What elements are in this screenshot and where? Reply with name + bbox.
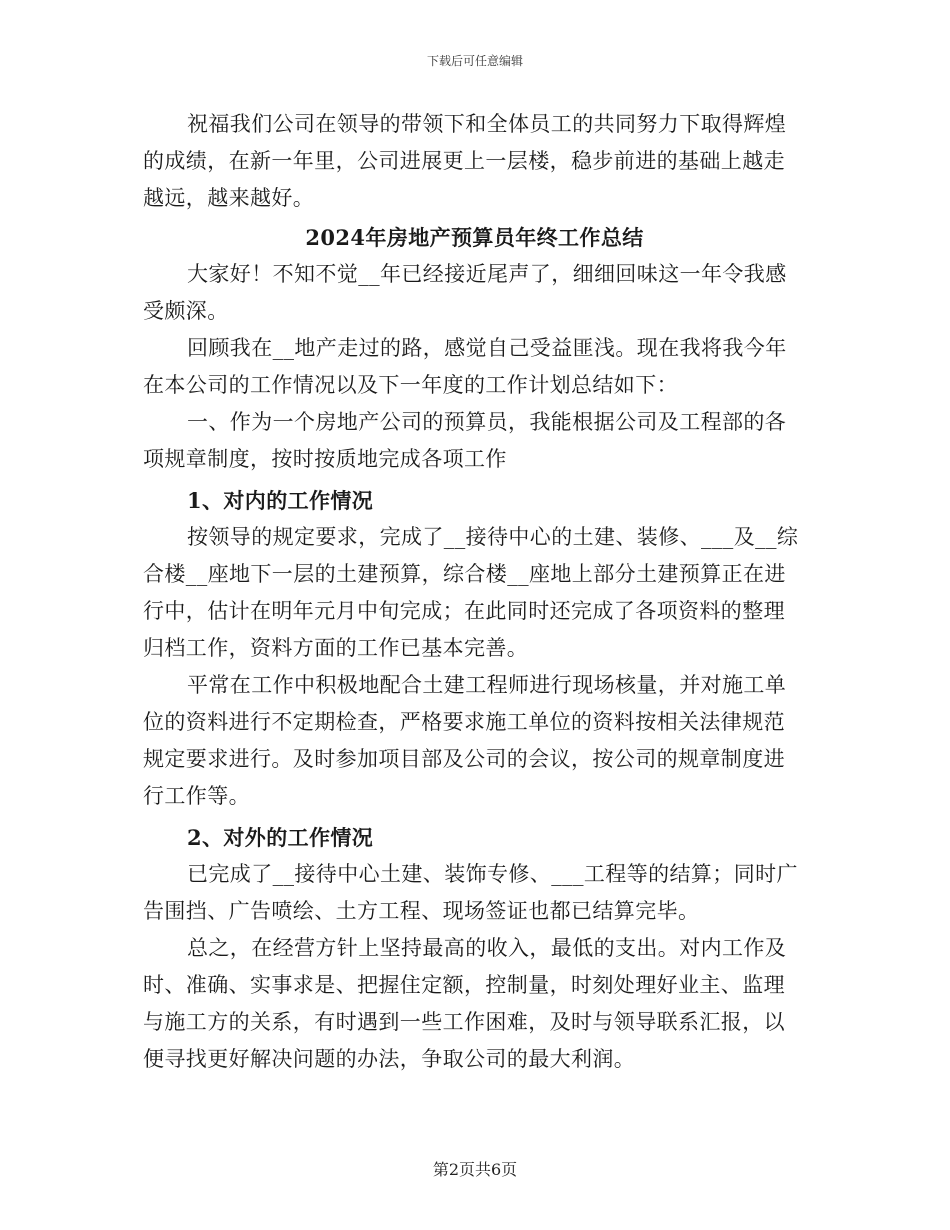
page-indicator: 第2页共6页 <box>432 1160 518 1179</box>
section2-paragraph: 总之，在经营方针上坚持最高的收入，最低的支出。对内工作及时、准确、实事求是、把握住定额，控制量，时刻处理好业主、监理与施工方的关系，有时遇到一些工作困难，及时与领导联系汇报，以便寻找更好解决问题的办法，争取公司的最大利润。 <box>143 936 787 1071</box>
document-body <box>143 106 806 1078</box>
paragraph-greeting: 大家好！不知不觉__年已经接近尾声了，细细回味这一年令我感受颇深。 <box>143 262 787 323</box>
paragraph-review: 回顾我在__地产走过的路，感觉自己受益匪浅。现在我将我今年在本公司的工作情况以及下一年度的工作计划总结如下： <box>143 336 787 397</box>
document-title: 2024年房地产预算员年终工作总结 <box>305 225 644 250</box>
section1-heading: 1、对内的工作情况 <box>187 488 374 513</box>
section2-heading: 2、对外的工作情况 <box>187 825 374 850</box>
intro-paragraph: 祝福我们公司在领导的带领下和全体员工的共同努力下取得辉煌的成绩，在新一年里，公司进展更上一层楼，稳步前进的基础上越走越远，越来越好。 <box>143 112 787 210</box>
section1-paragraph: 按领导的规定要求，完成了__接待中心的土建、装修、___及__综合楼__座地下一层的土建预算，综合楼__座地上部分土建预算正在进行中，估计在明年元月中旬完成；在此同时还完成了各项资料的整理归档工作，资料方面的工作已基本完善。 <box>143 525 799 660</box>
paragraph-role: 一、作为一个房地产公司的预算员，我能根据公司及工程部的各项规章制度，按时按质地完成各项工作 <box>143 410 787 471</box>
section1-paragraph: 平常在工作中积极地配合土建工程师进行现场核量，并对施工单位的资料进行不定期检查，严格要求施工单位的资料按相关法律规范规定要求进行。及时参加项目部及公司的会议，按公司的规章制度进行工作等。 <box>143 673 787 808</box>
section2-paragraph: 已完成了__接待中心土建、装饰专修、___工程等的结算；同时广告围挡、广告喷绘、土方工程、现场签证也都已结算完毕。 <box>143 862 798 923</box>
page-header-note: 下载后可任意编辑 <box>426 54 523 68</box>
